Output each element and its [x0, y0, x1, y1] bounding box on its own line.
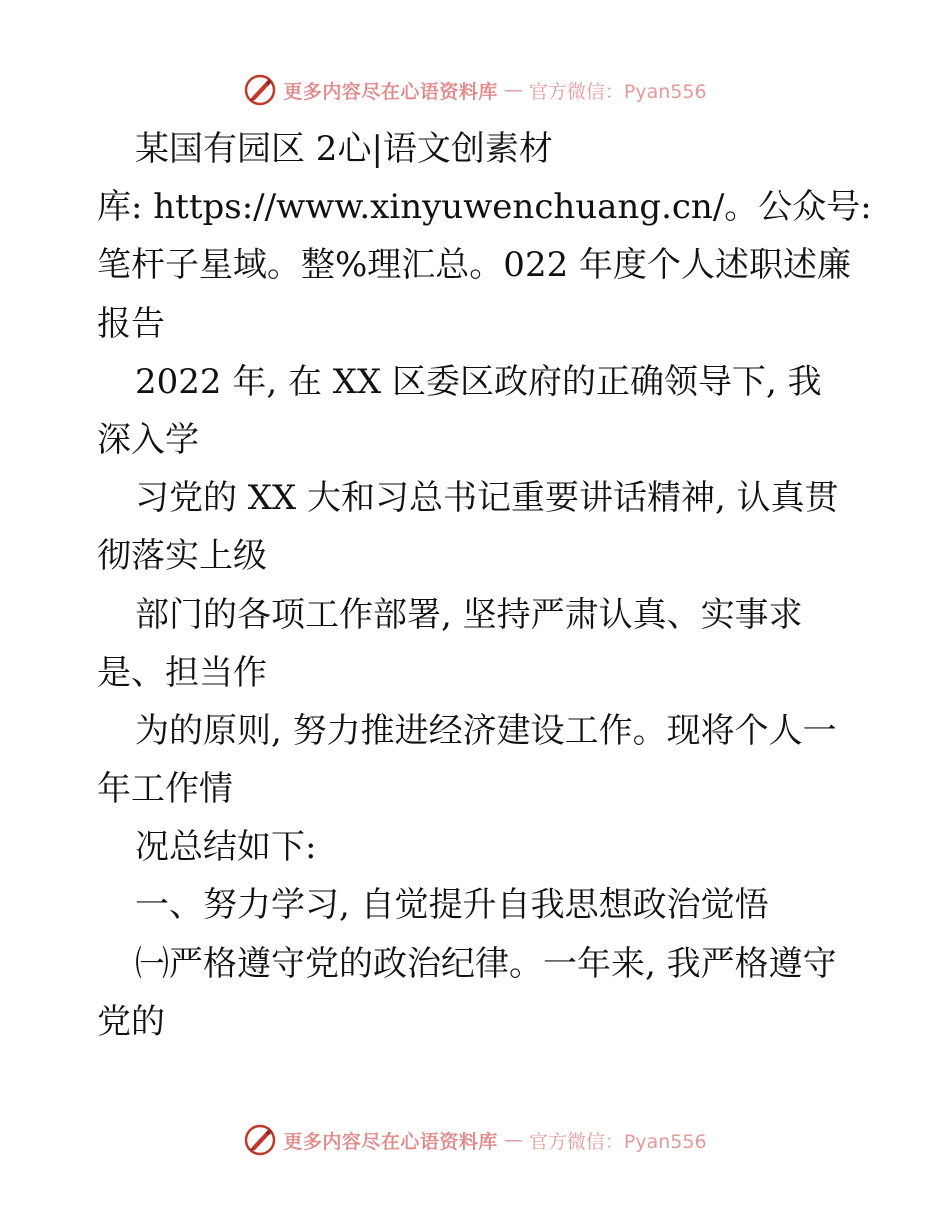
text-line: 库: https://www.xinyuwenchuang.cn/。公众号:	[97, 187, 872, 228]
text-line: 彻落实上级	[97, 536, 267, 577]
document-body	[97, 120, 872, 1051]
text-line: ㈠严格遵守党的政治纪律。一年来, 我严格遵守	[135, 943, 837, 984]
watermark-contact: 官方微信：Pyan556	[528, 1130, 707, 1153]
watermark-contact: 官方微信：Pyan556	[528, 80, 707, 103]
watermark-footer	[0, 1120, 950, 1160]
text-line: 一、努力学习, 自觉提升自我思想政治觉悟	[135, 885, 769, 926]
text-line: 是、担当作	[97, 652, 267, 693]
watermark-dash: —	[503, 79, 523, 101]
text-line: 况总结如下:	[135, 827, 317, 868]
text-line: 习党的 XX 大和习总书记重要讲话精神, 认真贯	[135, 478, 839, 519]
watermark-dash: —	[503, 1129, 523, 1151]
text-line: 年工作情	[97, 769, 233, 810]
text-line: 深入学	[97, 419, 199, 460]
text-line: 报告	[97, 303, 165, 344]
watermark-header	[0, 70, 950, 110]
watermark-text: 更多内容尽在心语资料库	[283, 80, 498, 103]
watermark-text: 更多内容尽在心语资料库	[283, 1130, 498, 1153]
text-line: 党的	[97, 1001, 165, 1042]
text-line: 2022 年, 在 XX 区委区政府的正确领导下, 我	[135, 361, 822, 402]
text-line: 为的原则, 努力推进经济建设工作。现将个人一	[135, 710, 837, 751]
text-line: 部门的各项工作部署, 坚持严肃认真、实事求	[135, 594, 803, 635]
text-line: 笔杆子星域。整%理汇总。022 年度个人述职述廉	[97, 245, 852, 286]
pen-logo-icon	[243, 73, 277, 107]
text-line: 某国有园区 2心|语文创素材	[135, 129, 553, 169]
pen-logo-icon	[243, 1123, 277, 1157]
